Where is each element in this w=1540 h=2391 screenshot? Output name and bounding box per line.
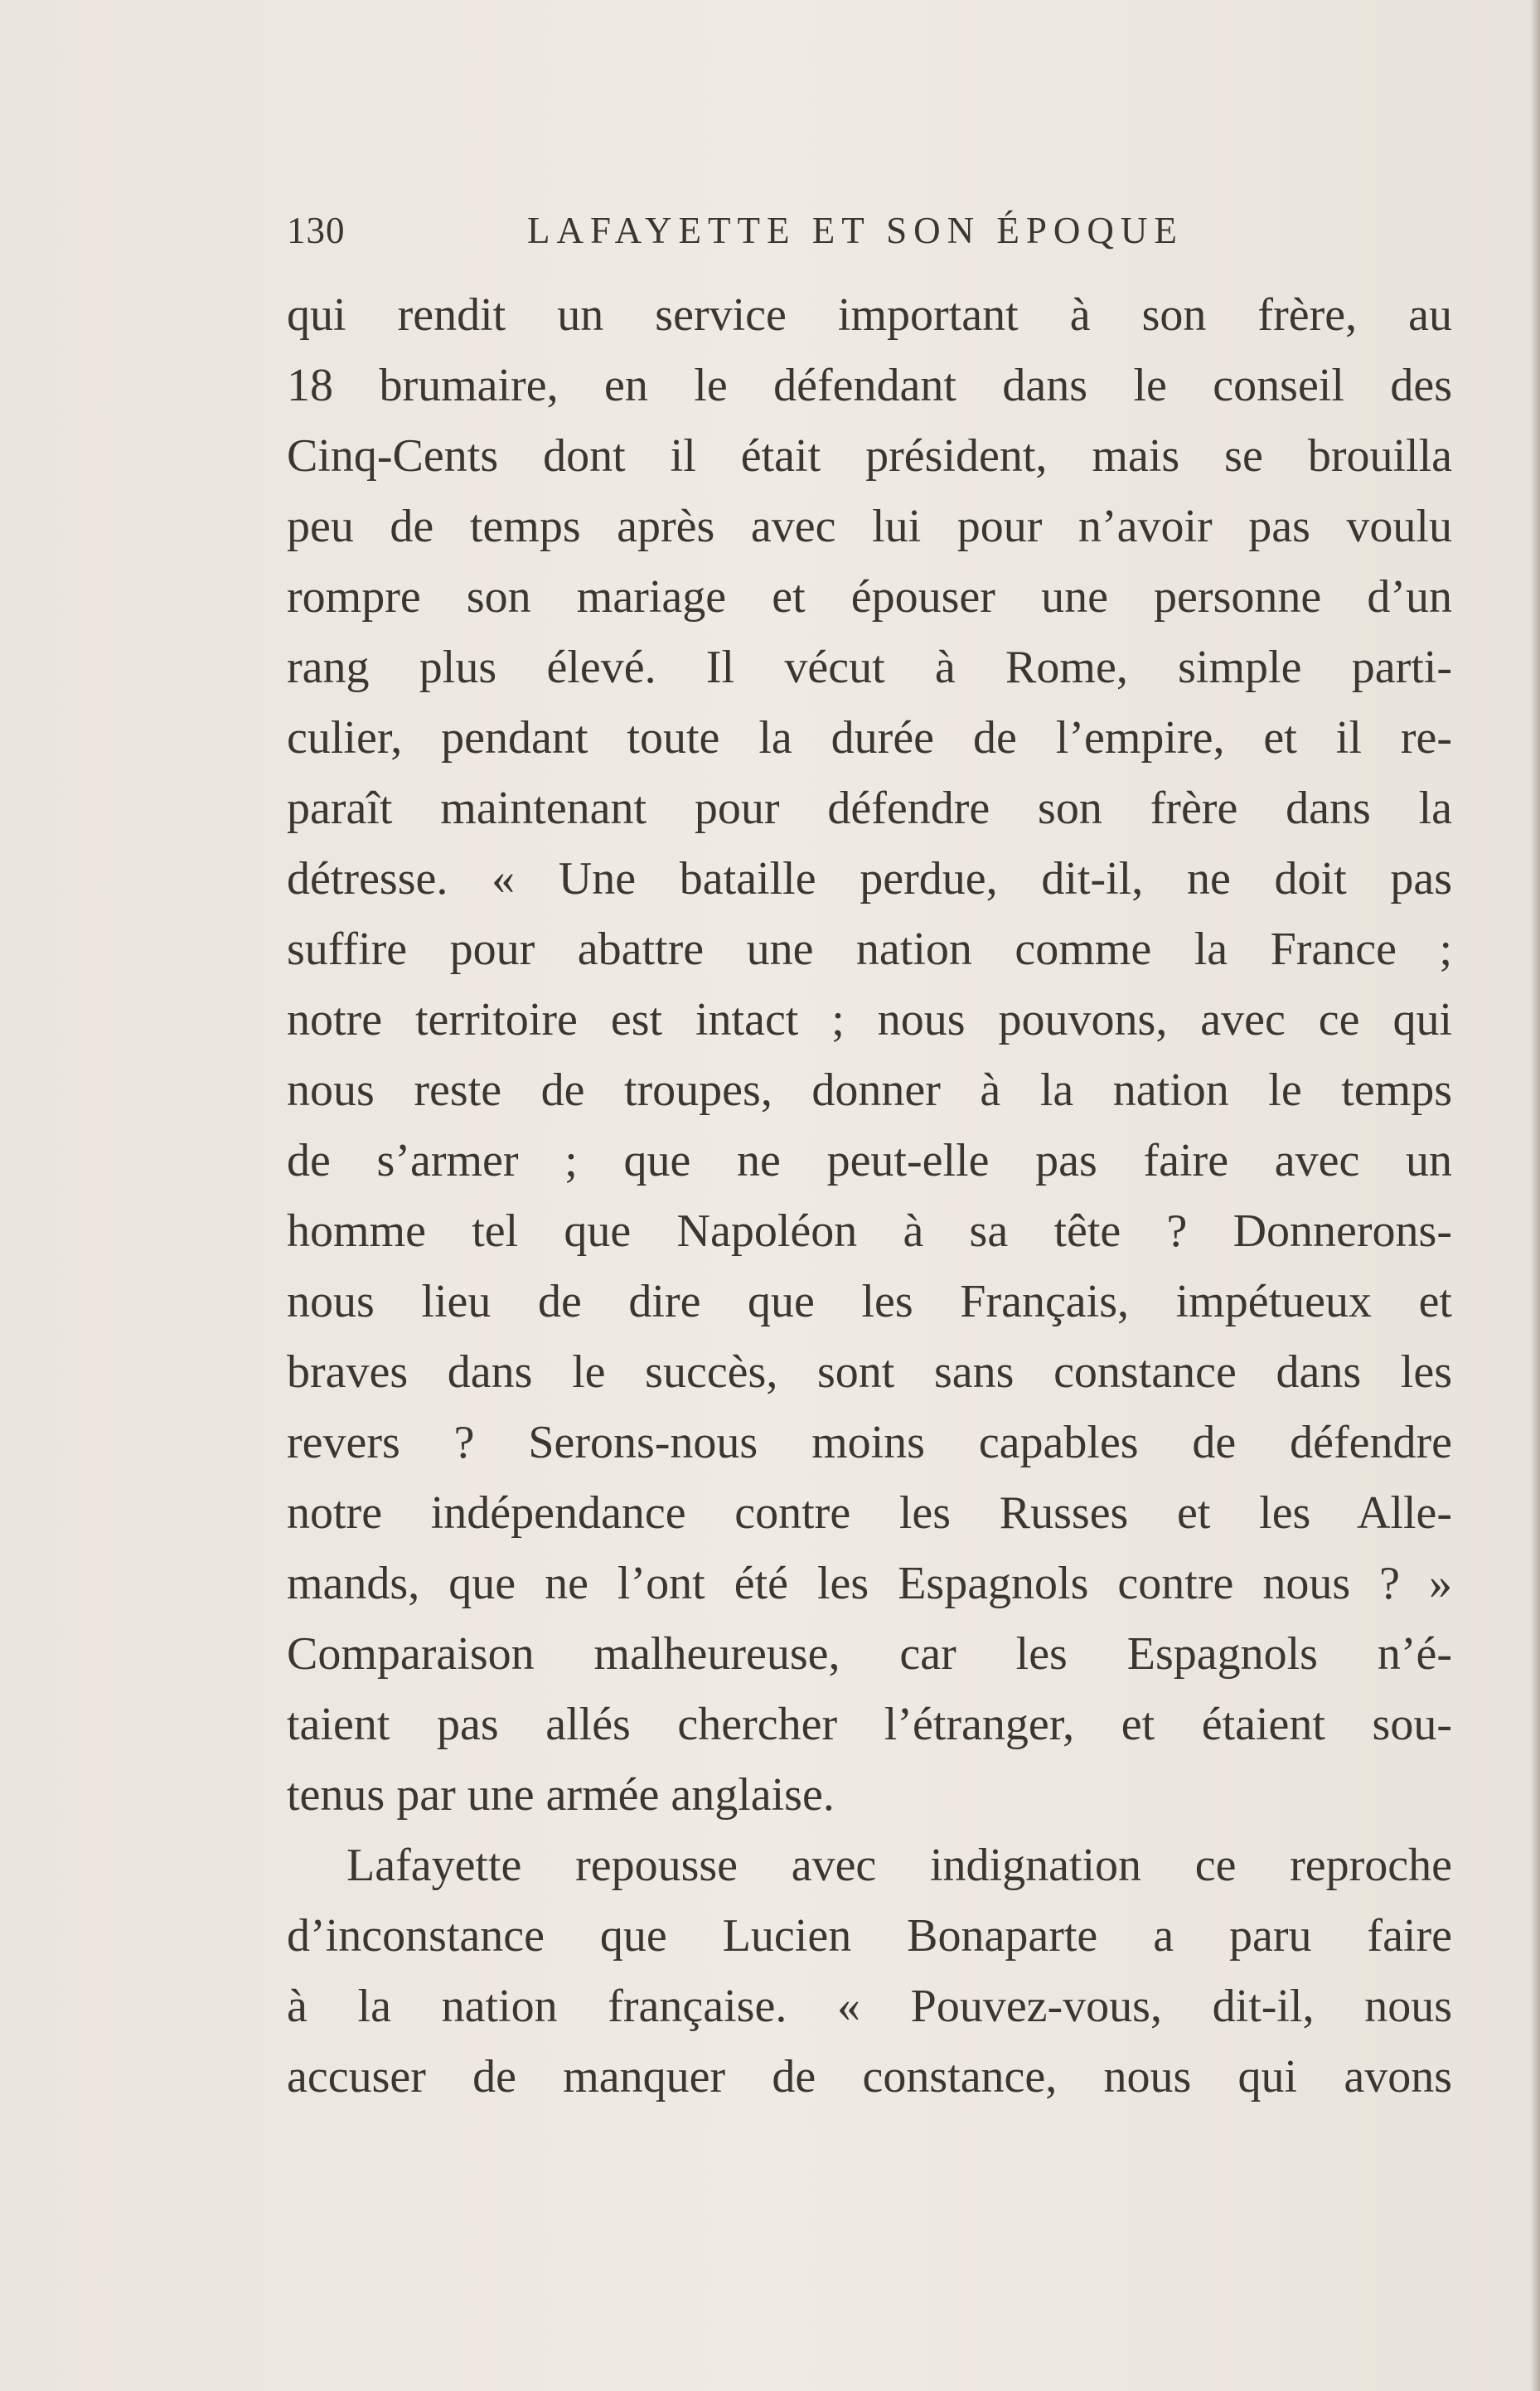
text-line: d’inconstance que Lucien Bonaparte a paru faire [287,1910,1452,1962]
text-line: mands, que ne l’ont été les Espagnols contre nous ? » [287,1558,1452,1609]
text-line: homme tel que Napoléon à sa tête ? Donnerons- [287,1205,1452,1257]
text-line: notre territoire est intact ; nous pouvons, avec ce qui [287,994,1452,1045]
page-edge-shadow [1530,0,1540,2391]
text-line: nous reste de troupes, donner à la nation le temps [287,1065,1452,1116]
text-line: à la nation française. « Pouvez-vous, dit-il, nous [287,1981,1452,2032]
text-line: taient pas allés chercher l’étranger, et étaient sou- [287,1699,1452,1750]
text-line: Comparaison malheureuse, car les Espagnols n’é- [287,1628,1452,1680]
text-line: de s’armer ; que ne peut-elle pas faire avec un [287,1135,1452,1186]
text-line: 18 brumaire, en le défendant dans le conseil des [287,360,1452,411]
body-text [287,280,1452,2112]
text-line: nous lieu de dire que les Français, impétueux et [287,1276,1452,1327]
text-line: Cinq-Cents dont il était président, mais se brouilla [287,430,1452,482]
text-line: notre indépendance contre les Russes et les Alle- [287,1487,1452,1539]
text-line: détresse. « Une bataille perdue, dit-il, ne doit pas [287,853,1452,905]
text-line: culier, pendant toute la durée de l’empire, et il re- [287,712,1452,764]
text-line: rompre son mariage et épouser une personne d’un [287,571,1452,623]
text-line: revers ? Serons-nous moins capables de défendre [287,1417,1452,1468]
text-line: qui rendit un service important à son frère, au [287,289,1452,341]
page-header [287,206,1452,255]
text-line: accuser de manquer de constance, nous qui avons [287,2051,1452,2102]
text-line: suffire pour abattre une nation comme la France ; [287,924,1452,975]
running-title: LAFAYETTE ET SON ÉPOQUE [527,210,1184,251]
text-line: braves dans le succès, sont sans constance dans les [287,1346,1452,1398]
page-number: 130 [287,210,346,251]
text-line: paraît maintenant pour défendre son frère dans la [287,783,1452,834]
paragraph-end-line: tenus par une armée anglaise. [287,1769,835,1821]
paragraph-start-line: Lafayette repousse avec indignation ce reproche [346,1840,1452,1891]
text-line: rang plus élevé. Il vécut à Rome, simple parti- [287,642,1452,693]
text-line: peu de temps après avec lui pour n’avoir pas voulu [287,501,1452,552]
